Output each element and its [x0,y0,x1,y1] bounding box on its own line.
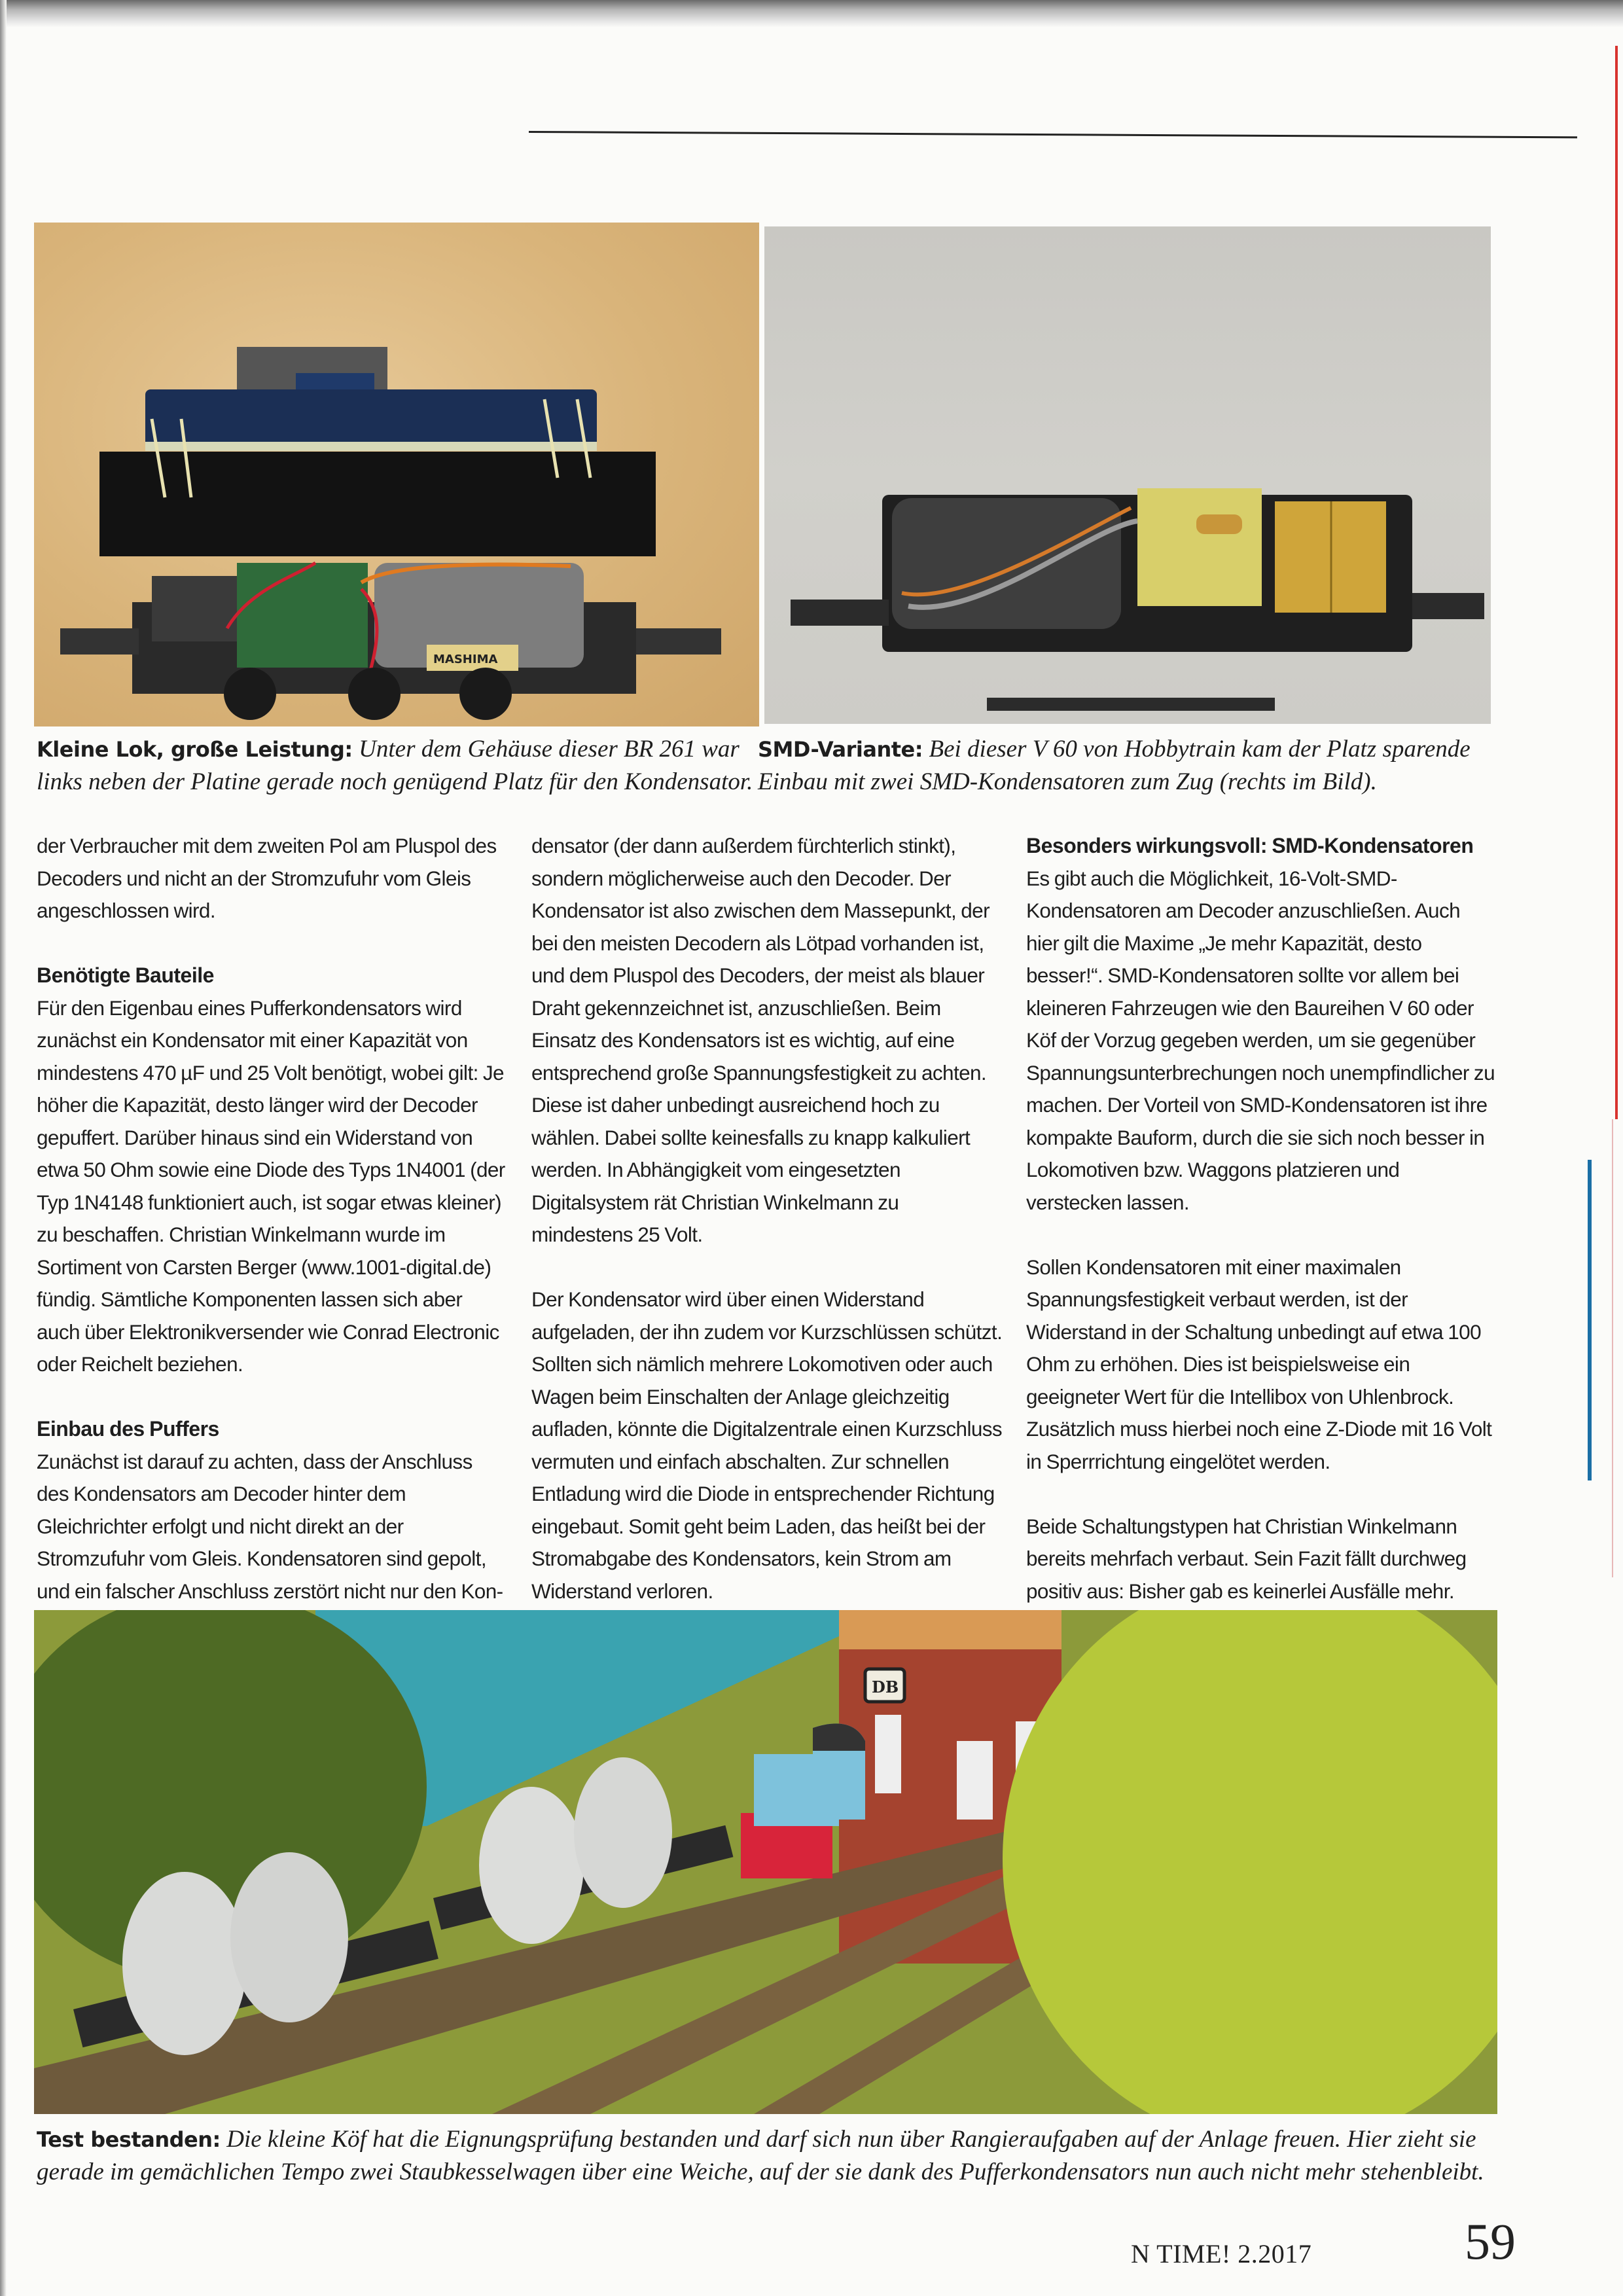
photo-br261-decoder [34,223,759,726]
station-roof [839,1610,1061,1649]
col2-paragraph-1: densator (der dann außerdem fürchterlich stinkt), sondern möglicherweise auch den Decoder. Der Kondensator ist also zwischen dem Massepunkt, der bei den meisten Decodern als Lötpad vorhanden ist, und dem Pluspol des Decoders, der meist als blauer Draht gekennzeichnet ist, anzuschließen. Beim Einsatz des Kondensators ist es wichtig, auf eine entsprechend große Spannungsfestigkeit zu achten. Diese ist daher unbedingt ausreichend hoch zu wählen. Dabei sollte keinesfalls zu knapp kalkuliert werden. In Abhängigkeit vom eingesetzten Digitalsystem rät Christian Winkelmann zu mindestens 25 Volt. [531,834,990,1246]
page-number: 59 [1465,2213,1516,2270]
magazine-issue: N TIME! 2.2017 [1131,2239,1312,2269]
red-page-edge [1615,46,1618,1119]
db-sign-text: DB [872,1677,899,1696]
side-rod [987,698,1275,711]
blue-side-bar [1588,1160,1592,1480]
coupler-left [60,628,139,655]
loco-body [145,389,597,448]
header-rule [529,131,1577,138]
caption-bottom [37,2123,1496,2189]
wheel-3 [459,668,512,720]
decoder-board [237,563,368,668]
wagon-2-silo-b [574,1757,672,1908]
frame [99,452,656,556]
caption-left [37,733,757,798]
photo-koef-layout [34,1610,1497,2114]
photo-v60-smd [764,226,1491,724]
body-stripe [145,442,597,451]
subheading-einbau-des-puffers: Einbau des Puffers [37,1417,219,1441]
col3-paragraph-3: Beide Schaltungstypen hat Christian Winkelmann bereits mehrfach verbaut. Sein Fazit fällt durchweg positiv aus: Bisher gab es keinerlei Ausfälle mehr. [1026,1514,1467,1603]
caption-right-lead: SMD-Variante: [758,737,923,762]
flywheel [152,576,250,641]
article-column-1 [37,830,508,1607]
photo-br261-illustration [34,223,759,726]
col3-paragraph-1: Es gibt auch die Möglichkeit, 16-Volt-SMD-Kondensatoren am Decoder anzuschließen. Auch hier gilt die Maxime „Je mehr Kapazität, desto besser!“. SMD-Kondensatoren sollte vor allem bei kleineren Fahrzeugen wie den Baureihen V 60 oder Köf der Vorzug gegeben werden, um sie gegenüber Spannungsunterbrechungen noch unempfindlicher zu machen. Der Vorteil von SMD-Kondensatoren ist ihre kompakte Bauform, durch die sie sich noch besser in Lokomotiven bzw. Waggons platzieren und verstecken lassen. [1026,866,1495,1214]
subheading-benoetigte-bauteile: Benötigte Bauteile [37,963,214,987]
station-window-1 [875,1715,901,1793]
wagon-2-silo-a [479,1787,584,1944]
tree-right [1003,1610,1497,2114]
caption-bottom-lead: Test bestanden: [37,2127,221,2152]
wheel-1 [224,668,276,720]
coupler-right [1412,593,1484,619]
col2-paragraph-2: Der Kondensator wird über einen Widerstand aufgeladen, der ihn zudem vor Kurzschlüssen schützt. Sollten sich nämlich mehrere Lokomotiven oder auch Wagen beim Einschalten der Anlage gleichzeitig aufladen, könnte die Digitalzentrale einen Kurzschluss vermuten und einfach abschalten. Zur schnellen Entladung wird die Diode in entsprechender Richtung eingebaut. Somit geht beim Laden, das heißt bei der Stromabgabe des Kondensators, kein Strom am Widerstand verloren. [531,1287,1003,1603]
caption-left-lead: Kleine Lok, große Leistung: [37,737,353,762]
resistor [1196,514,1242,534]
col1-paragraph-2: Für den Eigenbau eines Pufferkondensators wird zunächst ein Kondensator mit einer Kapazität von mindestens 470 µF und 25 Volt benötigt, wobei gilt: Je höher die Kapazität, desto länger wird der Decoder gepuffert. Darüber hinaus sind ein Widerstand von etwa 50 Ohm sowie eine Diode des Typs 1N4001 (der Typ 1N4148 funktioniert auch, ist sogar etwas kleiner) zu beschaffen. Christian Winkelmann wurde im Sortiment von Carsten Berger (www.1001-digital.de) fündig. Sämtliche Komponenten lassen sich aber auch über Elektronikversender wie Conrad Electronic oder Reichelt beziehen. [37,996,505,1376]
red-page-edge-faint [1612,1119,1613,1577]
wagon-1-silo-b [230,1852,348,2022]
coupler-right [636,628,721,655]
wheel-2 [348,668,401,720]
article-column-2 [531,830,1003,1607]
station-window-2 [957,1741,993,1820]
caption-right-text: Bei dieser V 60 von Hobbytrain kam der Platz sparende Einbau mit zwei SMD-Kondensatoren zum Zug (rechts im Bild). [758,736,1471,795]
col3-paragraph-2: Sollen Kondensatoren mit einer maximalen Spannungsfestigkeit verbaut werden, ist der Widerstand in der Schaltung unbedingt auf etwa 100 Ohm zu erhöhen. Dies ist beispielsweise ein geeigneter Wert für die Intellibox von Uhlenbrock. Zusätzlich muss hierbei noch eine Z-Diode mit 16 Volt in Sperrrichtung eingelötet werden. [1026,1255,1492,1473]
article-column-3 [1026,830,1497,1607]
wagon-1-silo-a [122,1872,247,2055]
pcb [1137,488,1262,606]
caption-right [758,733,1497,798]
col1-paragraph-3: Zunächst ist darauf zu achten, dass der Anschluss des Kondensators am Decoder hinter dem Gleichrichter erfolgt und nicht direkt an der Stromzufuhr vom Gleis. Kondensatoren sind gepolt, und ein falscher Anschluss zerstört nicht nur den Kon- [37,1449,503,1603]
col1-paragraph-1: der Verbraucher mit dem zweiten Pol am Pluspol des Decoders und nicht an der Stromzufuhr vom Gleis angeschlossen wird. [37,834,497,922]
motor-label-text: MASHIMA [433,653,498,666]
caption-left-text: Unter dem Gehäuse dieser BR 261 war links neben der Platine gerade noch genügend Platz für den Kondensator. [37,736,753,795]
photo-v60-illustration [764,226,1491,724]
photo-koef-illustration [34,1610,1497,2114]
subheading-smd-kondensatoren: Besonders wirkungsvoll: SMD-Kondensatoren [1026,834,1474,857]
scan-edge [0,0,7,2296]
scan-shadow [0,0,1623,27]
coupler-left [791,600,889,626]
caption-bottom-text: Die kleine Köf hat die Eignungsprüfung bestanden und darf sich nun über Rangieraufgaben auf der Anlage freuen. Hier zieht sie gerade im gemächlichen Tempo zwei Staubkesselwagen über eine Weiche, auf der sie dank des Pufferkondensators nun auch nicht mehr stehenbleibt. [37,2126,1484,2185]
